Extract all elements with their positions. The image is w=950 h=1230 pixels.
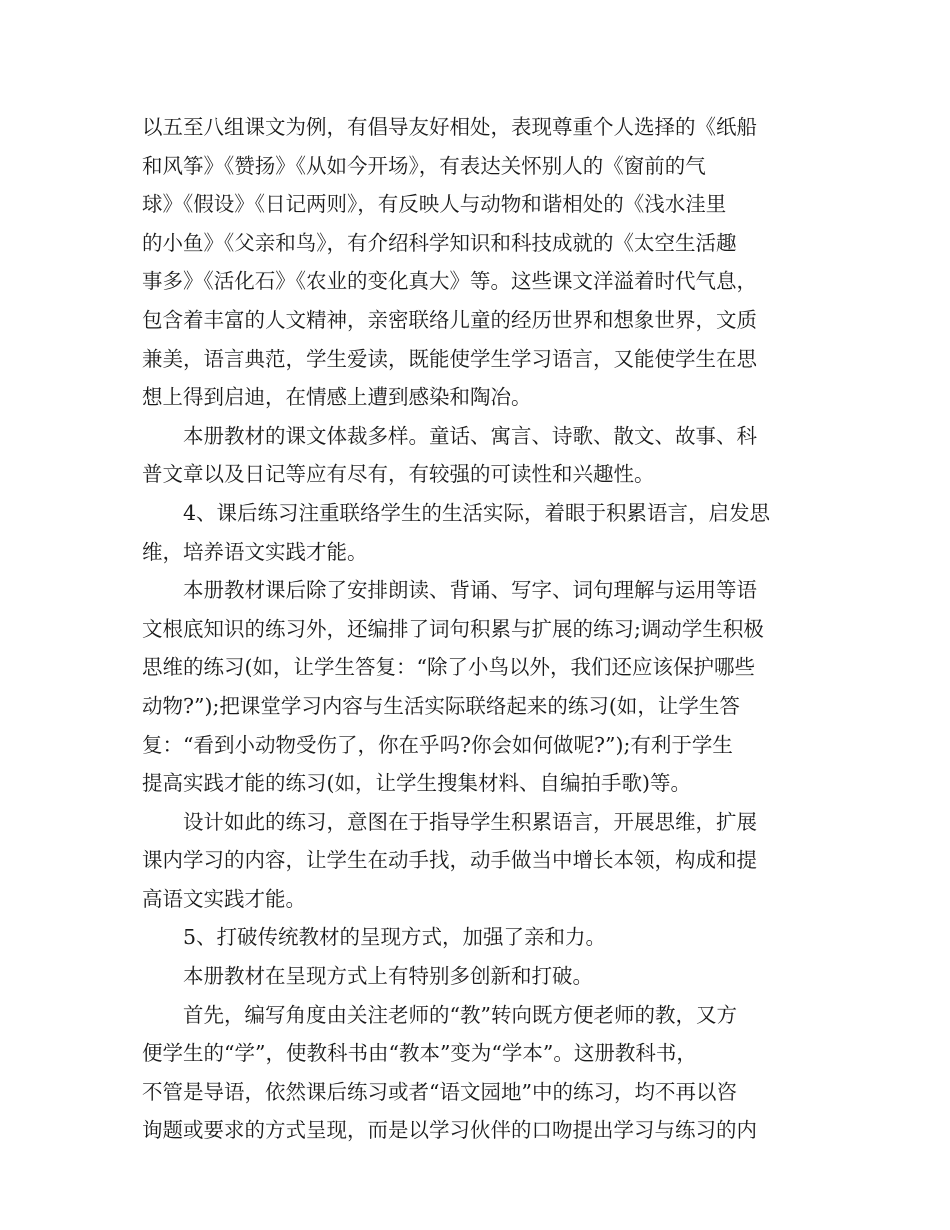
text-line: 包含着丰富的人文精神，亲密联络儿童的经历世界和想象世界，文质 <box>142 307 757 332</box>
paragraph-start-line: 5、打破传统教材的呈现方式，加强了亲和力。 <box>183 925 607 950</box>
text-line: 复：“看到小动物受伤了，你在乎吗?你会如何做呢?”);有利于学生 <box>142 732 733 757</box>
text-line: 提高实践才能的练习(如，让学生搜集材料、自编拍手歌)等。 <box>142 771 691 796</box>
text-line: 不管是导语，依然课后练习或者“语文园地”中的练习，均不再以咨 <box>142 1079 737 1104</box>
paragraph-start-line: 本册教材在呈现方式上有特别多创新和打破。 <box>183 964 593 989</box>
text-line: 普文章以及日记等应有尽有，有较强的可读性和兴趣性。 <box>142 462 655 487</box>
text-line: 思维的练习(如，让学生答复：“除了小鸟以外，我们还应该保护哪些 <box>142 655 755 680</box>
text-line: 文根底知识的练习外，还编排了词句积累与扩展的练习;调动学生积极 <box>142 616 764 641</box>
text-line: 和风筝》《赞扬》《从如今开场》，有表达关怀别人的《窗前的气 <box>142 153 706 178</box>
text-line: 高语文实践才能。 <box>142 886 306 911</box>
text-line: 询题或要求的方式呈现，而是以学习伙伴的口吻提出学习与练习的内 <box>142 1118 757 1143</box>
paragraph-start-line: 设计如此的练习，意图在于指导学生积累语言，开展思维，扩展 <box>183 809 757 834</box>
text-line: 维，培养语文实践才能。 <box>142 539 368 564</box>
text-line: 动物?”);把课堂学习内容与生活实际联络起来的练习(如，让学生答 <box>142 693 740 718</box>
text-line: 兼美，语言典范，学生爱读，既能使学生学习语言，又能使学生在思 <box>142 346 757 371</box>
paragraph-start-line: 首先，编写角度由关注老师的“教”转向既方便老师的教，又方 <box>183 1002 737 1027</box>
paragraph-start-line: 本册教材课后除了安排朗读、背诵、写字、词句理解与运用等语 <box>183 578 757 603</box>
text-line: 事多》《活化石》《农业的变化真大》等。这些课文洋溢着时代气息， <box>142 269 757 294</box>
text-line: 的小鱼》《父亲和鸟》，有介绍科学知识和科技成就的《太空生活趣 <box>142 230 737 255</box>
paragraph-start-line: 本册教材的课文体裁多样。童话、寓言、诗歌、散文、故事、科 <box>183 423 757 448</box>
document-body <box>142 108 822 1150</box>
text-line: 球》《假设》《日记两则》，有反映人与动物和谐相处的《浅水洼里 <box>142 192 727 217</box>
text-line: 想上得到启迪，在情感上遭到感染和陶冶。 <box>142 385 532 410</box>
paragraph-start-line: 4、课后练习注重联络学生的生活实际，着眼于积累语言，启发思 <box>183 500 771 525</box>
text-line: 以五至八组课文为例，有倡导友好相处，表现尊重个人选择的《纸船 <box>142 115 757 139</box>
text-line: 课内学习的内容，让学生在动手找，动手做当中增长本领，构成和提 <box>142 848 757 873</box>
text-line: 便学生的“学”，使教科书由“教本”变为“学本”。这册教科书， <box>142 1041 697 1066</box>
